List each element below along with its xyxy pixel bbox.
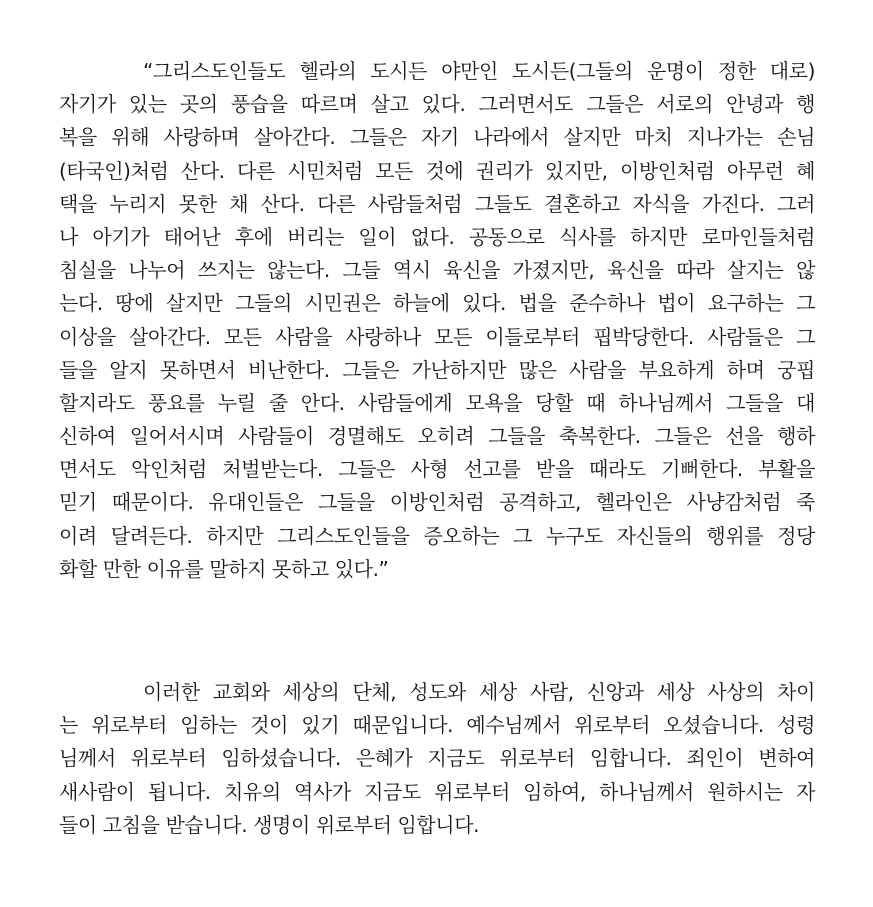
text-line: 화할 만한 이유를 말하지 못하고 있다.” — [59, 556, 389, 581]
text-line: 이려 달려든다. 하지만 그리스도인들을 증오하는 그 누구도 자신들의 행위를 정당 — [59, 523, 815, 548]
text-line: 들을 알지 못하면서 비난한다. 그들은 가난하지만 많은 사람을 부요하게 하며 궁핍 — [59, 357, 815, 382]
text-line: 이상을 살아간다. 모든 사람을 사랑하나 모든 이들로부터 핍박당한다. 사람들은 그 — [59, 324, 815, 349]
text-line: (타국인)처럼 산다. 다른 시민처럼 모든 것에 권리가 있지만, 이방인처럼 아무런 혜 — [59, 158, 815, 183]
text-line: 면서도 악인처럼 처벌받는다. 그들은 사형 선고를 받을 때라도 기뻐한다. 부활을 — [59, 457, 815, 482]
text-line: 복을 위해 사랑하며 살아간다. 그들은 자기 나라에서 살지만 마치 지나가는 손님 — [59, 125, 815, 150]
body-paragraph — [59, 676, 815, 842]
text-line: 택을 누리지 못한 채 산다. 다른 사람들처럼 그들도 결혼하고 자식을 가진다. 그러 — [59, 191, 815, 216]
text-line: 들이 고침을 받습니다. 생명이 위로부터 임합니다. — [59, 812, 480, 837]
text-line: 신하여 일어서시며 사람들이 경멸해도 오히려 그들을 축복한다. 그들은 선을 행하 — [59, 424, 815, 449]
quote-paragraph — [59, 55, 815, 586]
text-line: 는 위로부터 임하는 것이 있기 때문입니다. 예수님께서 위로부터 오셨습니다. 성령 — [59, 713, 815, 738]
text-line: “그리스도인들도 헬라의 도시든 야만인 도시든(그들의 운명이 정한 대로) — [143, 59, 815, 83]
text-line: 이러한 교회와 세상의 단체, 성도와 세상 사람, 신앙과 세상 사상의 차이 — [143, 680, 815, 704]
text-line: 할지라도 풍요를 누릴 줄 안다. 사람들에게 모욕을 당할 때 하나님께서 그들을 대 — [59, 390, 815, 415]
text-line: 믿기 때문이다. 유대인들은 그들을 이방인처럼 공격하고, 헬라인은 사냥감처럼 죽 — [59, 490, 815, 515]
text-line: 는다. 땅에 살지만 그들의 시민권은 하늘에 있다. 법을 준수하나 법이 요구하는 그 — [59, 291, 815, 316]
text-line: 나 아기가 태어난 후에 버리는 일이 없다. 공동으로 식사를 하지만 로마인들처럼 — [59, 224, 815, 249]
text-line: 새사람이 됩니다. 치유의 역사가 지금도 위로부터 임하여, 하나님께서 원하시는 자 — [59, 779, 815, 804]
text-line: 자기가 있는 곳의 풍습을 따르며 살고 있다. 그러면서도 그들은 서로의 안녕과 행 — [59, 92, 815, 117]
text-line: 님께서 위로부터 임하셨습니다. 은혜가 지금도 위로부터 임합니다. 죄인이 변하여 — [59, 746, 815, 771]
text-line: 침실을 나누어 쓰지는 않는다. 그들 역시 육신을 가졌지만, 육신을 따라 살지는 않 — [59, 258, 815, 283]
